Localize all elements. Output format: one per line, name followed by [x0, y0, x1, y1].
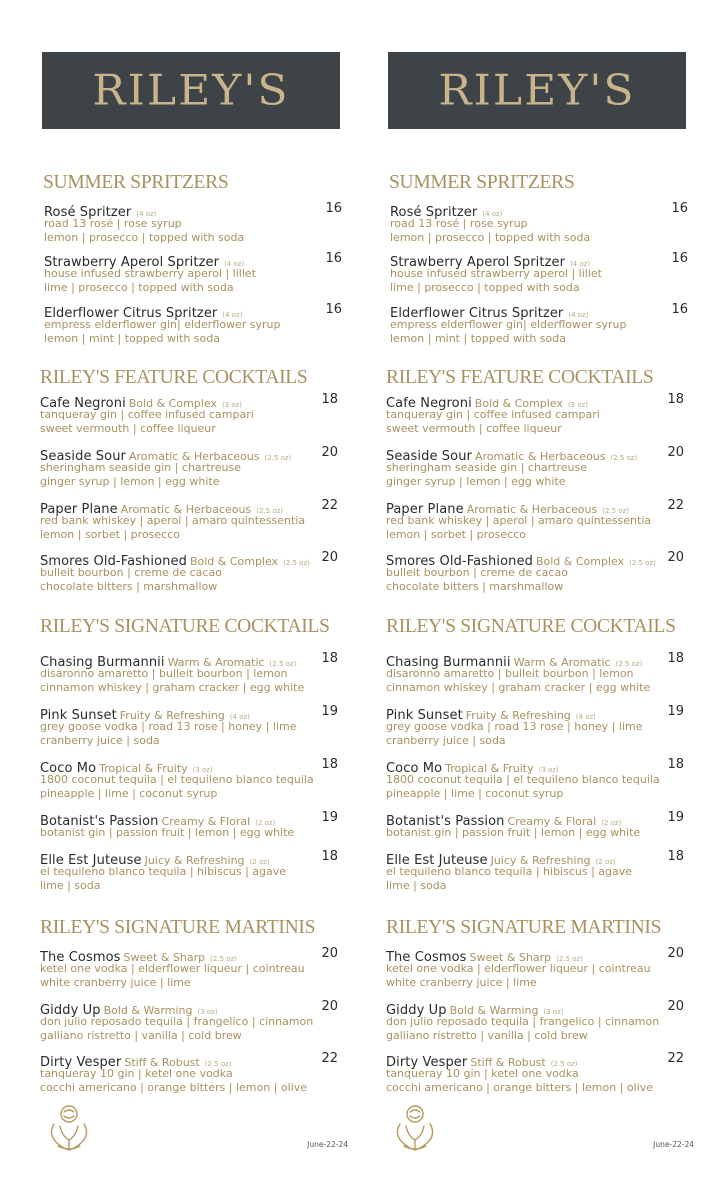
- menu-item: [44, 201, 344, 245]
- drink-ingredients: house infused strawberry aperol | lillet: [390, 267, 602, 280]
- drink-size: (3 oz): [221, 401, 243, 409]
- drink-size: (4 oz): [482, 210, 503, 218]
- menu-item: [40, 651, 340, 695]
- drink-ingredients: cocchi americano | orange bitters | lemon | olive: [40, 1081, 308, 1094]
- logo-banner: [42, 52, 340, 129]
- menu-item-header: [40, 757, 340, 776]
- drink-name: Elderflower Citrus Spritzer: [390, 306, 564, 321]
- drink-price: 20: [667, 550, 684, 565]
- menu-item-header: [40, 704, 340, 723]
- drink-style: Warm & Aromatic: [167, 656, 265, 669]
- drink-ingredients: road 13 rosé | rose syrup: [390, 217, 528, 230]
- menu-item: [40, 946, 340, 990]
- drink-size: (4 oz): [570, 260, 591, 268]
- drink-name: Giddy Up: [40, 1003, 101, 1018]
- menu-item: [44, 302, 344, 346]
- drink-ingredients: botanist gin | passion fruit | lemon | egg white: [40, 826, 295, 839]
- drink-ingredients: empress elderflower gin| elderflower syrup: [44, 318, 281, 331]
- drink-name: Strawberry Aperol Spritzer: [44, 255, 220, 270]
- menu-item: [40, 849, 340, 893]
- drink-size: (3 oz): [543, 1008, 564, 1016]
- drink-ingredients: lemon | mint | topped with soda: [44, 332, 220, 345]
- drink-size: (2 oz): [595, 858, 616, 866]
- drink-ingredients: sweet vermouth | coffee liqueur: [40, 422, 216, 435]
- drink-size: (3 oz): [197, 1008, 218, 1016]
- menu-item-header: [386, 810, 686, 829]
- drink-name: Pink Sunset: [40, 708, 117, 723]
- menu-item-header: [386, 392, 686, 411]
- menu-item: [386, 704, 686, 748]
- drink-name: Pink Sunset: [386, 708, 463, 723]
- menu-date: June-22-24: [653, 1140, 694, 1149]
- drink-name: The Cosmos: [40, 950, 121, 965]
- drink-name: Rosé Spritzer: [390, 205, 478, 220]
- menu-item: [40, 704, 340, 748]
- drink-style: Bold & Warming: [449, 1004, 539, 1017]
- menu-date: June-22-24: [307, 1140, 348, 1149]
- drink-size: (2.5 oz): [264, 454, 292, 462]
- drink-name: Cafe Negroni: [386, 396, 472, 411]
- drink-ingredients: lemon | mint | topped with soda: [390, 332, 566, 345]
- drink-ingredients: pineapple | lime | coconut syrup: [386, 787, 564, 800]
- menu-item-header: [386, 498, 686, 517]
- drink-price: 16: [671, 201, 688, 216]
- drink-ingredients: white cranberry juice | lime: [40, 976, 191, 989]
- drink-ingredients: cranberry juice | soda: [40, 734, 160, 747]
- drink-ingredients: lime | soda: [386, 879, 447, 892]
- menu-item-header: [386, 651, 686, 670]
- drink-ingredients: red bank whiskey | aperol | amaro quintessentia: [40, 514, 306, 527]
- drink-ingredients: sweet vermouth | coffee liqueur: [386, 422, 562, 435]
- drink-ingredients: red bank whiskey | aperol | amaro quintessentia: [386, 514, 652, 527]
- drink-style: Creamy & Floral: [161, 815, 251, 828]
- drink-ingredients: ketel one vodka | elderflower liqueur | cointreau: [40, 962, 305, 975]
- menu-item-header: [44, 201, 344, 220]
- drink-price: 20: [321, 445, 338, 460]
- drink-ingredients: pineapple | lime | coconut syrup: [40, 787, 218, 800]
- drink-price: 22: [667, 1051, 684, 1066]
- menu-item: [390, 201, 690, 245]
- drink-ingredients: empress elderflower gin| elderflower syrup: [390, 318, 627, 331]
- menu-item: [40, 757, 340, 801]
- drink-name: Elderflower Citrus Spritzer: [44, 306, 218, 321]
- drink-ingredients: tanqueray gin | coffee infused campari: [40, 408, 254, 421]
- drink-ingredients: ginger syrup | lemon | egg white: [386, 475, 566, 488]
- drink-ingredients: el tequileno blanco tequila | hibiscus | agave: [386, 865, 633, 878]
- drink-name: Smores Old-Fashioned: [386, 554, 533, 569]
- drink-style: Aromatic & Herbaceous: [120, 503, 252, 516]
- section-title: RILEY'S FEATURE COCKTAILS: [40, 367, 308, 388]
- section-title: SUMMER SPRITZERS: [389, 172, 575, 193]
- menu-item-header: [40, 849, 340, 868]
- menu-item: [386, 445, 686, 489]
- drink-style: Creamy & Floral: [507, 815, 597, 828]
- menu-item-header: [40, 946, 340, 965]
- menu-item-header: [40, 810, 340, 829]
- menu-item: [390, 251, 690, 295]
- drink-ingredients: lime | prosecco | topped with soda: [44, 281, 234, 294]
- drink-size: (2.5 oz): [550, 1060, 578, 1068]
- menu-item: [386, 999, 686, 1043]
- drink-price: 22: [321, 1051, 338, 1066]
- drink-price: 22: [321, 498, 338, 513]
- drink-price: 18: [321, 651, 338, 666]
- menu-item-header: [40, 392, 340, 411]
- menu-item-header: [44, 302, 344, 321]
- drink-size: (3 oz): [567, 401, 589, 409]
- drink-name: Elle Est Juteuse: [40, 853, 142, 868]
- drink-style: Stiff & Robust: [124, 1056, 200, 1069]
- drink-ingredients: grey goose vodka | road 13 rose | honey | lime: [386, 720, 643, 733]
- menu-item: [40, 392, 340, 436]
- drink-name: Chasing Burmannii: [40, 655, 165, 670]
- menu-item-header: [40, 498, 340, 517]
- drink-price: 19: [321, 810, 338, 825]
- menu-item: [40, 810, 340, 840]
- drink-name: Coco Mo: [40, 761, 97, 776]
- drink-size: (4 oz): [224, 260, 245, 268]
- section-title: RILEY'S SIGNATURE MARTINIS: [386, 917, 662, 938]
- menu-item-header: [40, 1051, 340, 1070]
- menu-item: [40, 999, 340, 1043]
- menu-item: [386, 550, 686, 594]
- menu-item-header: [40, 550, 340, 569]
- drink-price: 18: [321, 849, 338, 864]
- drink-name: Rosé Spritzer: [44, 205, 132, 220]
- drink-name: Botanist's Passion: [40, 814, 159, 829]
- drink-size: (2.5 oz): [210, 955, 237, 963]
- drink-ingredients: galliano ristretto | vanilla | cold brew: [40, 1029, 242, 1042]
- drink-name: Strawberry Aperol Spritzer: [390, 255, 566, 270]
- drink-size: (4 oz): [136, 210, 157, 218]
- drink-ingredients: chocolate bitters | marshmallow: [40, 580, 218, 593]
- drink-name: Paper Plane: [40, 502, 118, 517]
- drink-price: 18: [321, 392, 338, 407]
- drink-price: 16: [671, 302, 688, 317]
- menu-item: [40, 1051, 340, 1095]
- drink-style: Bold & Complex: [535, 555, 625, 568]
- drink-style: Fruity & Refreshing: [119, 709, 225, 722]
- drink-style: Bold & Complex: [128, 397, 217, 410]
- drink-style: Warm & Aromatic: [513, 656, 611, 669]
- drink-ingredients: lime | prosecco | topped with soda: [390, 281, 580, 294]
- logo-banner: [388, 52, 686, 129]
- drink-name: Coco Mo: [386, 761, 443, 776]
- drink-style: Aromatic & Herbaceous: [466, 503, 598, 516]
- drink-price: 20: [667, 999, 684, 1014]
- drink-ingredients: chocolate bitters | marshmallow: [386, 580, 564, 593]
- drink-ingredients: ketel one vodka | elderflower liqueur | cointreau: [386, 962, 651, 975]
- drink-size: (2 oz): [249, 858, 270, 866]
- drink-price: 19: [667, 704, 684, 719]
- menu-item: [386, 651, 686, 695]
- drink-name: Giddy Up: [386, 1003, 447, 1018]
- drink-ingredients: botanist gin | passion fruit | lemon | egg white: [386, 826, 641, 839]
- menu-item: [386, 392, 686, 436]
- drink-ingredients: lemon | prosecco | topped with soda: [44, 231, 245, 244]
- menu-item-header: [390, 302, 690, 321]
- menu-item: [386, 946, 686, 990]
- drink-ingredients: el tequileno blanco tequila | hibiscus | agave: [40, 865, 287, 878]
- drink-price: 16: [325, 302, 342, 317]
- drink-price: 20: [321, 946, 338, 961]
- drink-size: (2.5 oz): [556, 955, 583, 963]
- menu-item: [40, 498, 340, 542]
- section-title: RILEY'S FEATURE COCKTAILS: [386, 367, 654, 388]
- drink-size: (2.5 oz): [256, 507, 284, 515]
- drink-price: 19: [667, 810, 684, 825]
- drink-price: 20: [321, 999, 338, 1014]
- menu-item-header: [390, 201, 690, 220]
- drink-name: Chasing Burmannii: [386, 655, 511, 670]
- menu-item-header: [386, 550, 686, 569]
- drink-name: Paper Plane: [386, 502, 464, 517]
- menu-item: [386, 498, 686, 542]
- drink-ingredients: galliano ristretto | vanilla | cold brew: [386, 1029, 588, 1042]
- menu-item-header: [40, 999, 340, 1018]
- drink-price: 16: [325, 201, 342, 216]
- drink-price: 22: [667, 498, 684, 513]
- drink-ingredients: bulleit bourbon | creme de cacao: [40, 566, 222, 579]
- menu-item: [390, 302, 690, 346]
- drink-ingredients: cinnamon whiskey | graham cracker | egg white: [40, 681, 305, 694]
- drink-name: Cafe Negroni: [40, 396, 126, 411]
- drink-size: (2.5 oz): [615, 660, 643, 668]
- drink-ingredients: lime | soda: [40, 879, 101, 892]
- menu-item-header: [40, 445, 340, 464]
- drink-name: Smores Old-Fashioned: [40, 554, 187, 569]
- drink-ingredients: sheringham seaside gin | chartreuse: [40, 461, 242, 474]
- drink-ingredients: white cranberry juice | lime: [386, 976, 537, 989]
- drink-size: (2.5 oz): [610, 454, 638, 462]
- menu-item: [44, 251, 344, 295]
- section-title: RILEY'S SIGNATURE COCKTAILS: [386, 616, 676, 637]
- emblem-icon: [392, 1102, 438, 1154]
- drink-ingredients: cinnamon whiskey | graham cracker | egg white: [386, 681, 651, 694]
- drink-size: (4 oz): [222, 311, 243, 319]
- drink-ingredients: cocchi americano | orange bitters | lemon | olive: [386, 1081, 654, 1094]
- brand-logo-text: RILEY'S: [438, 65, 636, 115]
- drink-name: Seaside Sour: [386, 449, 472, 464]
- drink-name: Botanist's Passion: [386, 814, 505, 829]
- drink-name: The Cosmos: [386, 950, 467, 965]
- drink-style: Aromatic & Herbaceous: [474, 450, 606, 463]
- drink-price: 18: [321, 757, 338, 772]
- drink-style: Tropical & Fruity: [99, 762, 188, 775]
- menu-item: [40, 445, 340, 489]
- drink-ingredients: cranberry juice | soda: [386, 734, 506, 747]
- menu-item-header: [390, 251, 690, 270]
- drink-price: 16: [671, 251, 688, 266]
- menu-panel-right: [386, 0, 706, 1200]
- drink-price: 20: [667, 445, 684, 460]
- drink-style: Sweet & Sharp: [469, 951, 552, 964]
- drink-style: Bold & Warming: [103, 1004, 193, 1017]
- drink-style: Juicy & Refreshing: [144, 854, 245, 867]
- drink-size: (3 oz): [192, 766, 213, 774]
- drink-ingredients: tanqueray gin | coffee infused campari: [386, 408, 600, 421]
- drink-style: Stiff & Robust: [470, 1056, 546, 1069]
- drink-size: (2 oz): [601, 819, 622, 827]
- drink-size: (2.5 oz): [204, 1060, 232, 1068]
- drink-ingredients: lemon | prosecco | topped with soda: [390, 231, 591, 244]
- drink-ingredients: lemon | sorbet | prosecco: [40, 528, 181, 541]
- section-title: SUMMER SPRITZERS: [43, 172, 229, 193]
- menu-item: [386, 810, 686, 840]
- drink-ingredients: house infused strawberry aperol | lillet: [44, 267, 256, 280]
- drink-ingredients: don julio reposado tequila | frangelico | cinnamon: [386, 1015, 660, 1028]
- drink-name: Dirty Vesper: [386, 1055, 468, 1070]
- menu-item: [40, 550, 340, 594]
- menu-item-header: [386, 849, 686, 868]
- drink-price: 18: [667, 392, 684, 407]
- drink-ingredients: grey goose vodka | road 13 rose | honey | lime: [40, 720, 297, 733]
- drink-price: 18: [667, 849, 684, 864]
- drink-ingredients: lemon | sorbet | prosecco: [386, 528, 527, 541]
- drink-size: (2.5 oz): [629, 559, 656, 567]
- drink-price: 18: [667, 757, 684, 772]
- section-title: RILEY'S SIGNATURE COCKTAILS: [40, 616, 330, 637]
- drink-price: 19: [321, 704, 338, 719]
- drink-ingredients: bulleit bourbon | creme de cacao: [386, 566, 568, 579]
- menu-panel-left: [40, 0, 360, 1200]
- drink-ingredients: road 13 rosé | rose syrup: [44, 217, 182, 230]
- drink-style: Juicy & Refreshing: [490, 854, 591, 867]
- drink-size: (4 oz): [229, 713, 250, 721]
- drink-ingredients: don julio reposado tequila | frangelico | cinnamon: [40, 1015, 314, 1028]
- drink-price: 20: [321, 550, 338, 565]
- drink-ingredients: sheringham seaside gin | chartreuse: [386, 461, 588, 474]
- emblem-icon: [46, 1102, 92, 1154]
- drink-size: (2.5 oz): [269, 660, 297, 668]
- drink-style: Fruity & Refreshing: [465, 709, 571, 722]
- drink-size: (3 oz): [538, 766, 559, 774]
- menu-item-header: [386, 445, 686, 464]
- menu-item: [386, 757, 686, 801]
- menu-item-header: [386, 1051, 686, 1070]
- drink-ingredients: 1800 coconut tequila | el tequileno blanco tequila: [40, 773, 314, 786]
- menu-item-header: [40, 651, 340, 670]
- drink-size: (4 oz): [568, 311, 589, 319]
- drink-size: (2.5 oz): [602, 507, 630, 515]
- menu-item: [386, 1051, 686, 1095]
- drink-style: Bold & Complex: [474, 397, 563, 410]
- drink-ingredients: ginger syrup | lemon | egg white: [40, 475, 220, 488]
- menu-item-header: [386, 999, 686, 1018]
- drink-name: Seaside Sour: [40, 449, 126, 464]
- drink-ingredients: disaronno amaretto | bulleit bourbon | lemon: [386, 667, 634, 680]
- drink-name: Elle Est Juteuse: [386, 853, 488, 868]
- brand-logo-text: RILEY'S: [92, 65, 290, 115]
- drink-size: (2 oz): [255, 819, 276, 827]
- drink-style: Tropical & Fruity: [445, 762, 534, 775]
- menu-item-header: [386, 757, 686, 776]
- menu-item-header: [386, 704, 686, 723]
- drink-price: 20: [667, 946, 684, 961]
- menu-item-header: [386, 946, 686, 965]
- drink-name: Dirty Vesper: [40, 1055, 122, 1070]
- drink-style: Aromatic & Herbaceous: [128, 450, 260, 463]
- drink-size: (2.5 oz): [283, 559, 310, 567]
- drink-price: 18: [667, 651, 684, 666]
- drink-style: Sweet & Sharp: [123, 951, 206, 964]
- menu-item: [386, 849, 686, 893]
- drink-ingredients: 1800 coconut tequila | el tequileno blanco tequila: [386, 773, 660, 786]
- section-title: RILEY'S SIGNATURE MARTINIS: [40, 917, 316, 938]
- menu-item-header: [44, 251, 344, 270]
- drink-ingredients: tanqueray 10 gin | ketel one vodka: [386, 1067, 579, 1080]
- drink-ingredients: tanqueray 10 gin | ketel one vodka: [40, 1067, 233, 1080]
- drink-size: (4 oz): [575, 713, 596, 721]
- drink-style: Bold & Complex: [189, 555, 279, 568]
- drink-ingredients: disaronno amaretto | bulleit bourbon | lemon: [40, 667, 288, 680]
- drink-price: 16: [325, 251, 342, 266]
